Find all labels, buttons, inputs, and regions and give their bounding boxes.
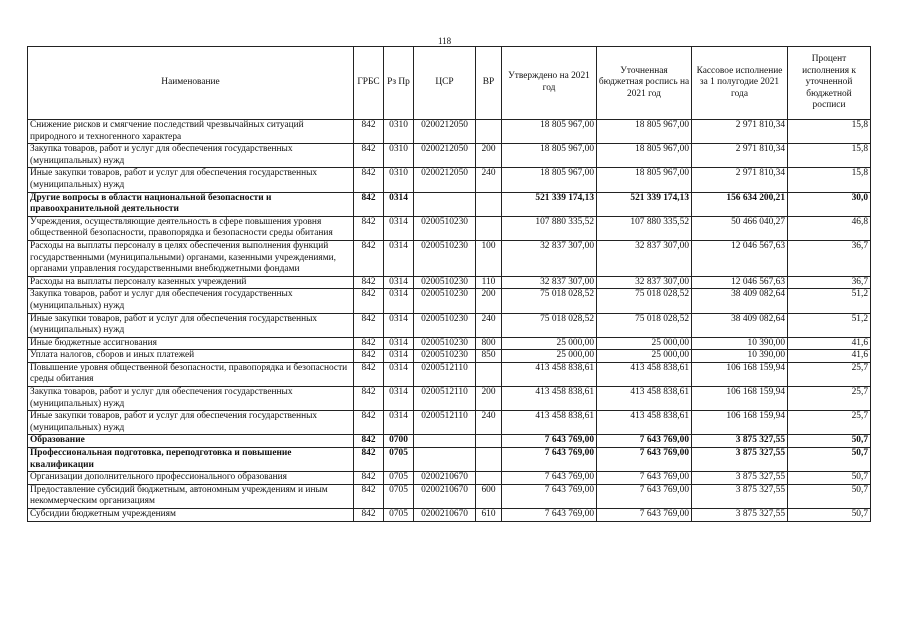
cell-grbs: 842 bbox=[354, 337, 384, 350]
cell-grbs: 842 bbox=[354, 144, 384, 168]
cell-percent: 51,2 bbox=[788, 313, 871, 337]
cell-approved: 7 643 769,00 bbox=[502, 435, 597, 448]
cell-vr: 240 bbox=[476, 168, 502, 192]
cell-grbs: 842 bbox=[354, 472, 384, 485]
table-row bbox=[28, 240, 871, 276]
cell-refined: 107 880 335,52 bbox=[597, 216, 692, 240]
cell-vr bbox=[476, 362, 502, 386]
cell-approved: 7 643 769,00 bbox=[502, 472, 597, 485]
table-row bbox=[28, 509, 871, 522]
cell-vr: 850 bbox=[476, 350, 502, 363]
cell-refined: 18 805 967,00 bbox=[597, 120, 692, 144]
cell-csr bbox=[414, 192, 476, 216]
cell-rzpr: 0314 bbox=[384, 192, 414, 216]
cell-percent: 50,7 bbox=[788, 435, 871, 448]
header-cash: Кассовое исполнение за 1 полугодие 2021 года bbox=[692, 47, 788, 120]
page-number: 118 bbox=[438, 36, 452, 46]
cell-refined: 413 458 838,61 bbox=[597, 411, 692, 435]
table-row bbox=[28, 276, 871, 289]
cell-vr: 110 bbox=[476, 276, 502, 289]
cell-approved: 7 643 769,00 bbox=[502, 448, 597, 472]
cell-refined: 18 805 967,00 bbox=[597, 168, 692, 192]
cell-rzpr: 0310 bbox=[384, 144, 414, 168]
cell-csr: 0200212050 bbox=[414, 144, 476, 168]
cell-refined: 7 643 769,00 bbox=[597, 509, 692, 522]
cell-cash: 12 046 567,63 bbox=[692, 240, 788, 276]
cell-csr: 0200210670 bbox=[414, 509, 476, 522]
cell-refined: 7 643 769,00 bbox=[597, 435, 692, 448]
cell-refined: 18 805 967,00 bbox=[597, 144, 692, 168]
cell-approved: 32 837 307,00 bbox=[502, 240, 597, 276]
cell-approved: 521 339 174,13 bbox=[502, 192, 597, 216]
cell-name: Профессиональная подготовка, переподготовка и повышение квалификации bbox=[28, 448, 354, 472]
cell-grbs: 842 bbox=[354, 411, 384, 435]
cell-rzpr: 0705 bbox=[384, 484, 414, 508]
cell-vr bbox=[476, 472, 502, 485]
header-name: Наименование bbox=[28, 47, 354, 120]
cell-percent: 50,7 bbox=[788, 472, 871, 485]
cell-csr: 0200510230 bbox=[414, 337, 476, 350]
cell-percent: 25,7 bbox=[788, 411, 871, 435]
cell-name: Предоставление субсидий бюджетным, автономным учреждениям и иным некоммерческим организациям bbox=[28, 484, 354, 508]
cell-vr: 200 bbox=[476, 289, 502, 313]
cell-approved: 18 805 967,00 bbox=[502, 120, 597, 144]
cell-grbs: 842 bbox=[354, 120, 384, 144]
cell-vr bbox=[476, 435, 502, 448]
cell-percent: 50,7 bbox=[788, 509, 871, 522]
cell-name: Учреждения, осуществляющие деятельность в сфере повышения уровня общественной безопасности, правопорядка и безопасности среды обитания bbox=[28, 216, 354, 240]
cell-percent: 46,8 bbox=[788, 216, 871, 240]
cell-rzpr: 0314 bbox=[384, 362, 414, 386]
cell-percent: 50,7 bbox=[788, 484, 871, 508]
cell-vr: 200 bbox=[476, 387, 502, 411]
cell-name: Образование bbox=[28, 435, 354, 448]
cell-rzpr: 0314 bbox=[384, 337, 414, 350]
cell-cash: 2 971 810,34 bbox=[692, 120, 788, 144]
header-grbs: ГРБС bbox=[354, 47, 384, 120]
header-refined: Уточненная бюджетная роспись на 2021 год bbox=[597, 47, 692, 120]
cell-grbs: 842 bbox=[354, 276, 384, 289]
cell-cash: 38 409 082,64 bbox=[692, 289, 788, 313]
table-row bbox=[28, 168, 871, 192]
cell-percent: 25,7 bbox=[788, 362, 871, 386]
cell-percent: 15,8 bbox=[788, 144, 871, 168]
cell-name: Закупка товаров, работ и услуг для обеспечения государственных (муниципальных) нужд bbox=[28, 144, 354, 168]
cell-vr: 800 bbox=[476, 337, 502, 350]
cell-vr: 240 bbox=[476, 313, 502, 337]
cell-percent: 41,6 bbox=[788, 337, 871, 350]
cell-rzpr: 0705 bbox=[384, 509, 414, 522]
cell-refined: 521 339 174,13 bbox=[597, 192, 692, 216]
cell-refined: 7 643 769,00 bbox=[597, 448, 692, 472]
cell-rzpr: 0310 bbox=[384, 168, 414, 192]
cell-approved: 32 837 307,00 bbox=[502, 276, 597, 289]
cell-cash: 38 409 082,64 bbox=[692, 313, 788, 337]
cell-approved: 107 880 335,52 bbox=[502, 216, 597, 240]
table-row bbox=[28, 362, 871, 386]
cell-vr: 240 bbox=[476, 411, 502, 435]
cell-grbs: 842 bbox=[354, 435, 384, 448]
header-vr: ВР bbox=[476, 47, 502, 120]
cell-grbs: 842 bbox=[354, 448, 384, 472]
cell-name: Расходы на выплаты персоналу в целях обеспечения выполнения функций государственными (муниципальными) органами, казенными учреждениями, органами управления государственными внебюджетными фондами bbox=[28, 240, 354, 276]
cell-approved: 7 643 769,00 bbox=[502, 484, 597, 508]
cell-cash: 3 875 327,55 bbox=[692, 509, 788, 522]
cell-rzpr: 0705 bbox=[384, 472, 414, 485]
table-row bbox=[28, 435, 871, 448]
cell-csr bbox=[414, 448, 476, 472]
cell-grbs: 842 bbox=[354, 387, 384, 411]
cell-cash: 2 971 810,34 bbox=[692, 168, 788, 192]
cell-rzpr: 0310 bbox=[384, 120, 414, 144]
cell-approved: 75 018 028,52 bbox=[502, 313, 597, 337]
cell-name: Закупка товаров, работ и услуг для обеспечения государственных (муниципальных) нужд bbox=[28, 387, 354, 411]
cell-percent: 15,8 bbox=[788, 120, 871, 144]
cell-grbs: 842 bbox=[354, 509, 384, 522]
cell-cash: 50 466 040,27 bbox=[692, 216, 788, 240]
cell-name: Закупка товаров, работ и услуг для обеспечения государственных (муниципальных) нужд bbox=[28, 289, 354, 313]
cell-vr bbox=[476, 192, 502, 216]
cell-approved: 25 000,00 bbox=[502, 350, 597, 363]
header-rzpr: Рз Пр bbox=[384, 47, 414, 120]
cell-name: Иные закупки товаров, работ и услуг для обеспечения государственных (муниципальных) нужд bbox=[28, 411, 354, 435]
cell-percent: 36,7 bbox=[788, 240, 871, 276]
cell-refined: 32 837 307,00 bbox=[597, 276, 692, 289]
cell-grbs: 842 bbox=[354, 484, 384, 508]
cell-approved: 413 458 838,61 bbox=[502, 362, 597, 386]
cell-vr: 600 bbox=[476, 484, 502, 508]
cell-csr: 0200510230 bbox=[414, 216, 476, 240]
cell-csr: 0200212050 bbox=[414, 168, 476, 192]
table-row bbox=[28, 484, 871, 508]
cell-name: Организации дополнительного профессионального образования bbox=[28, 472, 354, 485]
cell-approved: 7 643 769,00 bbox=[502, 509, 597, 522]
cell-csr: 0200512110 bbox=[414, 362, 476, 386]
cell-csr: 0200210670 bbox=[414, 472, 476, 485]
cell-cash: 106 168 159,94 bbox=[692, 411, 788, 435]
cell-rzpr: 0314 bbox=[384, 411, 414, 435]
cell-csr: 0200510230 bbox=[414, 313, 476, 337]
cell-name: Уплата налогов, сборов и иных платежей bbox=[28, 350, 354, 363]
budget-table bbox=[27, 46, 871, 522]
cell-grbs: 842 bbox=[354, 289, 384, 313]
cell-cash: 156 634 200,21 bbox=[692, 192, 788, 216]
cell-name: Субсидии бюджетным учреждениям bbox=[28, 509, 354, 522]
cell-csr: 0200512110 bbox=[414, 411, 476, 435]
table-row bbox=[28, 411, 871, 435]
table-row bbox=[28, 350, 871, 363]
table-header-row bbox=[28, 47, 871, 120]
table-row bbox=[28, 387, 871, 411]
cell-cash: 106 168 159,94 bbox=[692, 362, 788, 386]
cell-vr bbox=[476, 216, 502, 240]
cell-name: Иные бюджетные ассигнования bbox=[28, 337, 354, 350]
cell-cash: 10 390,00 bbox=[692, 337, 788, 350]
cell-rzpr: 0314 bbox=[384, 216, 414, 240]
cell-name: Иные закупки товаров, работ и услуг для обеспечения государственных (муниципальных) нужд bbox=[28, 168, 354, 192]
cell-grbs: 842 bbox=[354, 362, 384, 386]
table-row bbox=[28, 216, 871, 240]
header-percent: Процент исполнения к уточненной бюджетной росписи bbox=[788, 47, 871, 120]
cell-percent: 15,8 bbox=[788, 168, 871, 192]
cell-grbs: 842 bbox=[354, 350, 384, 363]
cell-approved: 18 805 967,00 bbox=[502, 168, 597, 192]
cell-cash: 10 390,00 bbox=[692, 350, 788, 363]
cell-csr: 0200210670 bbox=[414, 484, 476, 508]
cell-rzpr: 0314 bbox=[384, 350, 414, 363]
cell-csr: 0200512110 bbox=[414, 387, 476, 411]
cell-cash: 2 971 810,34 bbox=[692, 144, 788, 168]
cell-grbs: 842 bbox=[354, 240, 384, 276]
cell-rzpr: 0700 bbox=[384, 435, 414, 448]
cell-grbs: 842 bbox=[354, 313, 384, 337]
cell-refined: 7 643 769,00 bbox=[597, 484, 692, 508]
cell-vr bbox=[476, 448, 502, 472]
cell-refined: 7 643 769,00 bbox=[597, 472, 692, 485]
cell-csr: 0200510230 bbox=[414, 350, 476, 363]
table-row bbox=[28, 120, 871, 144]
cell-approved: 25 000,00 bbox=[502, 337, 597, 350]
cell-percent: 50,7 bbox=[788, 448, 871, 472]
cell-approved: 413 458 838,61 bbox=[502, 411, 597, 435]
cell-percent: 30,0 bbox=[788, 192, 871, 216]
cell-name: Расходы на выплаты персоналу казенных учреждений bbox=[28, 276, 354, 289]
cell-cash: 3 875 327,55 bbox=[692, 484, 788, 508]
cell-name: Снижение рисков и смягчение последствий чрезвычайных ситуаций природного и техногенного характера bbox=[28, 120, 354, 144]
cell-csr bbox=[414, 435, 476, 448]
cell-name: Иные закупки товаров, работ и услуг для обеспечения государственных (муниципальных) нужд bbox=[28, 313, 354, 337]
table-row bbox=[28, 448, 871, 472]
cell-grbs: 842 bbox=[354, 168, 384, 192]
cell-rzpr: 0314 bbox=[384, 276, 414, 289]
cell-cash: 12 046 567,63 bbox=[692, 276, 788, 289]
cell-refined: 413 458 838,61 bbox=[597, 387, 692, 411]
table-row bbox=[28, 144, 871, 168]
cell-cash: 3 875 327,55 bbox=[692, 435, 788, 448]
cell-rzpr: 0314 bbox=[384, 313, 414, 337]
cell-rzpr: 0314 bbox=[384, 289, 414, 313]
cell-percent: 36,7 bbox=[788, 276, 871, 289]
cell-vr: 100 bbox=[476, 240, 502, 276]
cell-grbs: 842 bbox=[354, 216, 384, 240]
table-row bbox=[28, 289, 871, 313]
cell-approved: 18 805 967,00 bbox=[502, 144, 597, 168]
cell-csr: 0200510230 bbox=[414, 240, 476, 276]
cell-approved: 75 018 028,52 bbox=[502, 289, 597, 313]
cell-cash: 106 168 159,94 bbox=[692, 387, 788, 411]
cell-rzpr: 0314 bbox=[384, 240, 414, 276]
cell-name: Другие вопросы в области национальной безопасности и правоохранительной деятельности bbox=[28, 192, 354, 216]
cell-csr: 0200510230 bbox=[414, 276, 476, 289]
cell-grbs: 842 bbox=[354, 192, 384, 216]
cell-vr: 200 bbox=[476, 144, 502, 168]
table-row bbox=[28, 337, 871, 350]
table-row bbox=[28, 313, 871, 337]
header-approved: Утверждено на 2021 год bbox=[502, 47, 597, 120]
cell-vr bbox=[476, 120, 502, 144]
cell-percent: 25,7 bbox=[788, 387, 871, 411]
cell-approved: 413 458 838,61 bbox=[502, 387, 597, 411]
cell-rzpr: 0314 bbox=[384, 387, 414, 411]
cell-csr: 0200212050 bbox=[414, 120, 476, 144]
cell-refined: 75 018 028,52 bbox=[597, 313, 692, 337]
cell-rzpr: 0705 bbox=[384, 448, 414, 472]
cell-csr: 0200510230 bbox=[414, 289, 476, 313]
table-row bbox=[28, 472, 871, 485]
cell-vr: 610 bbox=[476, 509, 502, 522]
cell-refined: 25 000,00 bbox=[597, 350, 692, 363]
cell-refined: 75 018 028,52 bbox=[597, 289, 692, 313]
cell-name: Повышение уровня общественной безопасности, правопорядка и безопасности среды обитания bbox=[28, 362, 354, 386]
cell-cash: 3 875 327,55 bbox=[692, 448, 788, 472]
cell-cash: 3 875 327,55 bbox=[692, 472, 788, 485]
cell-percent: 41,6 bbox=[788, 350, 871, 363]
cell-refined: 25 000,00 bbox=[597, 337, 692, 350]
cell-refined: 32 837 307,00 bbox=[597, 240, 692, 276]
cell-percent: 51,2 bbox=[788, 289, 871, 313]
header-csr: ЦСР bbox=[414, 47, 476, 120]
table-row bbox=[28, 192, 871, 216]
cell-refined: 413 458 838,61 bbox=[597, 362, 692, 386]
